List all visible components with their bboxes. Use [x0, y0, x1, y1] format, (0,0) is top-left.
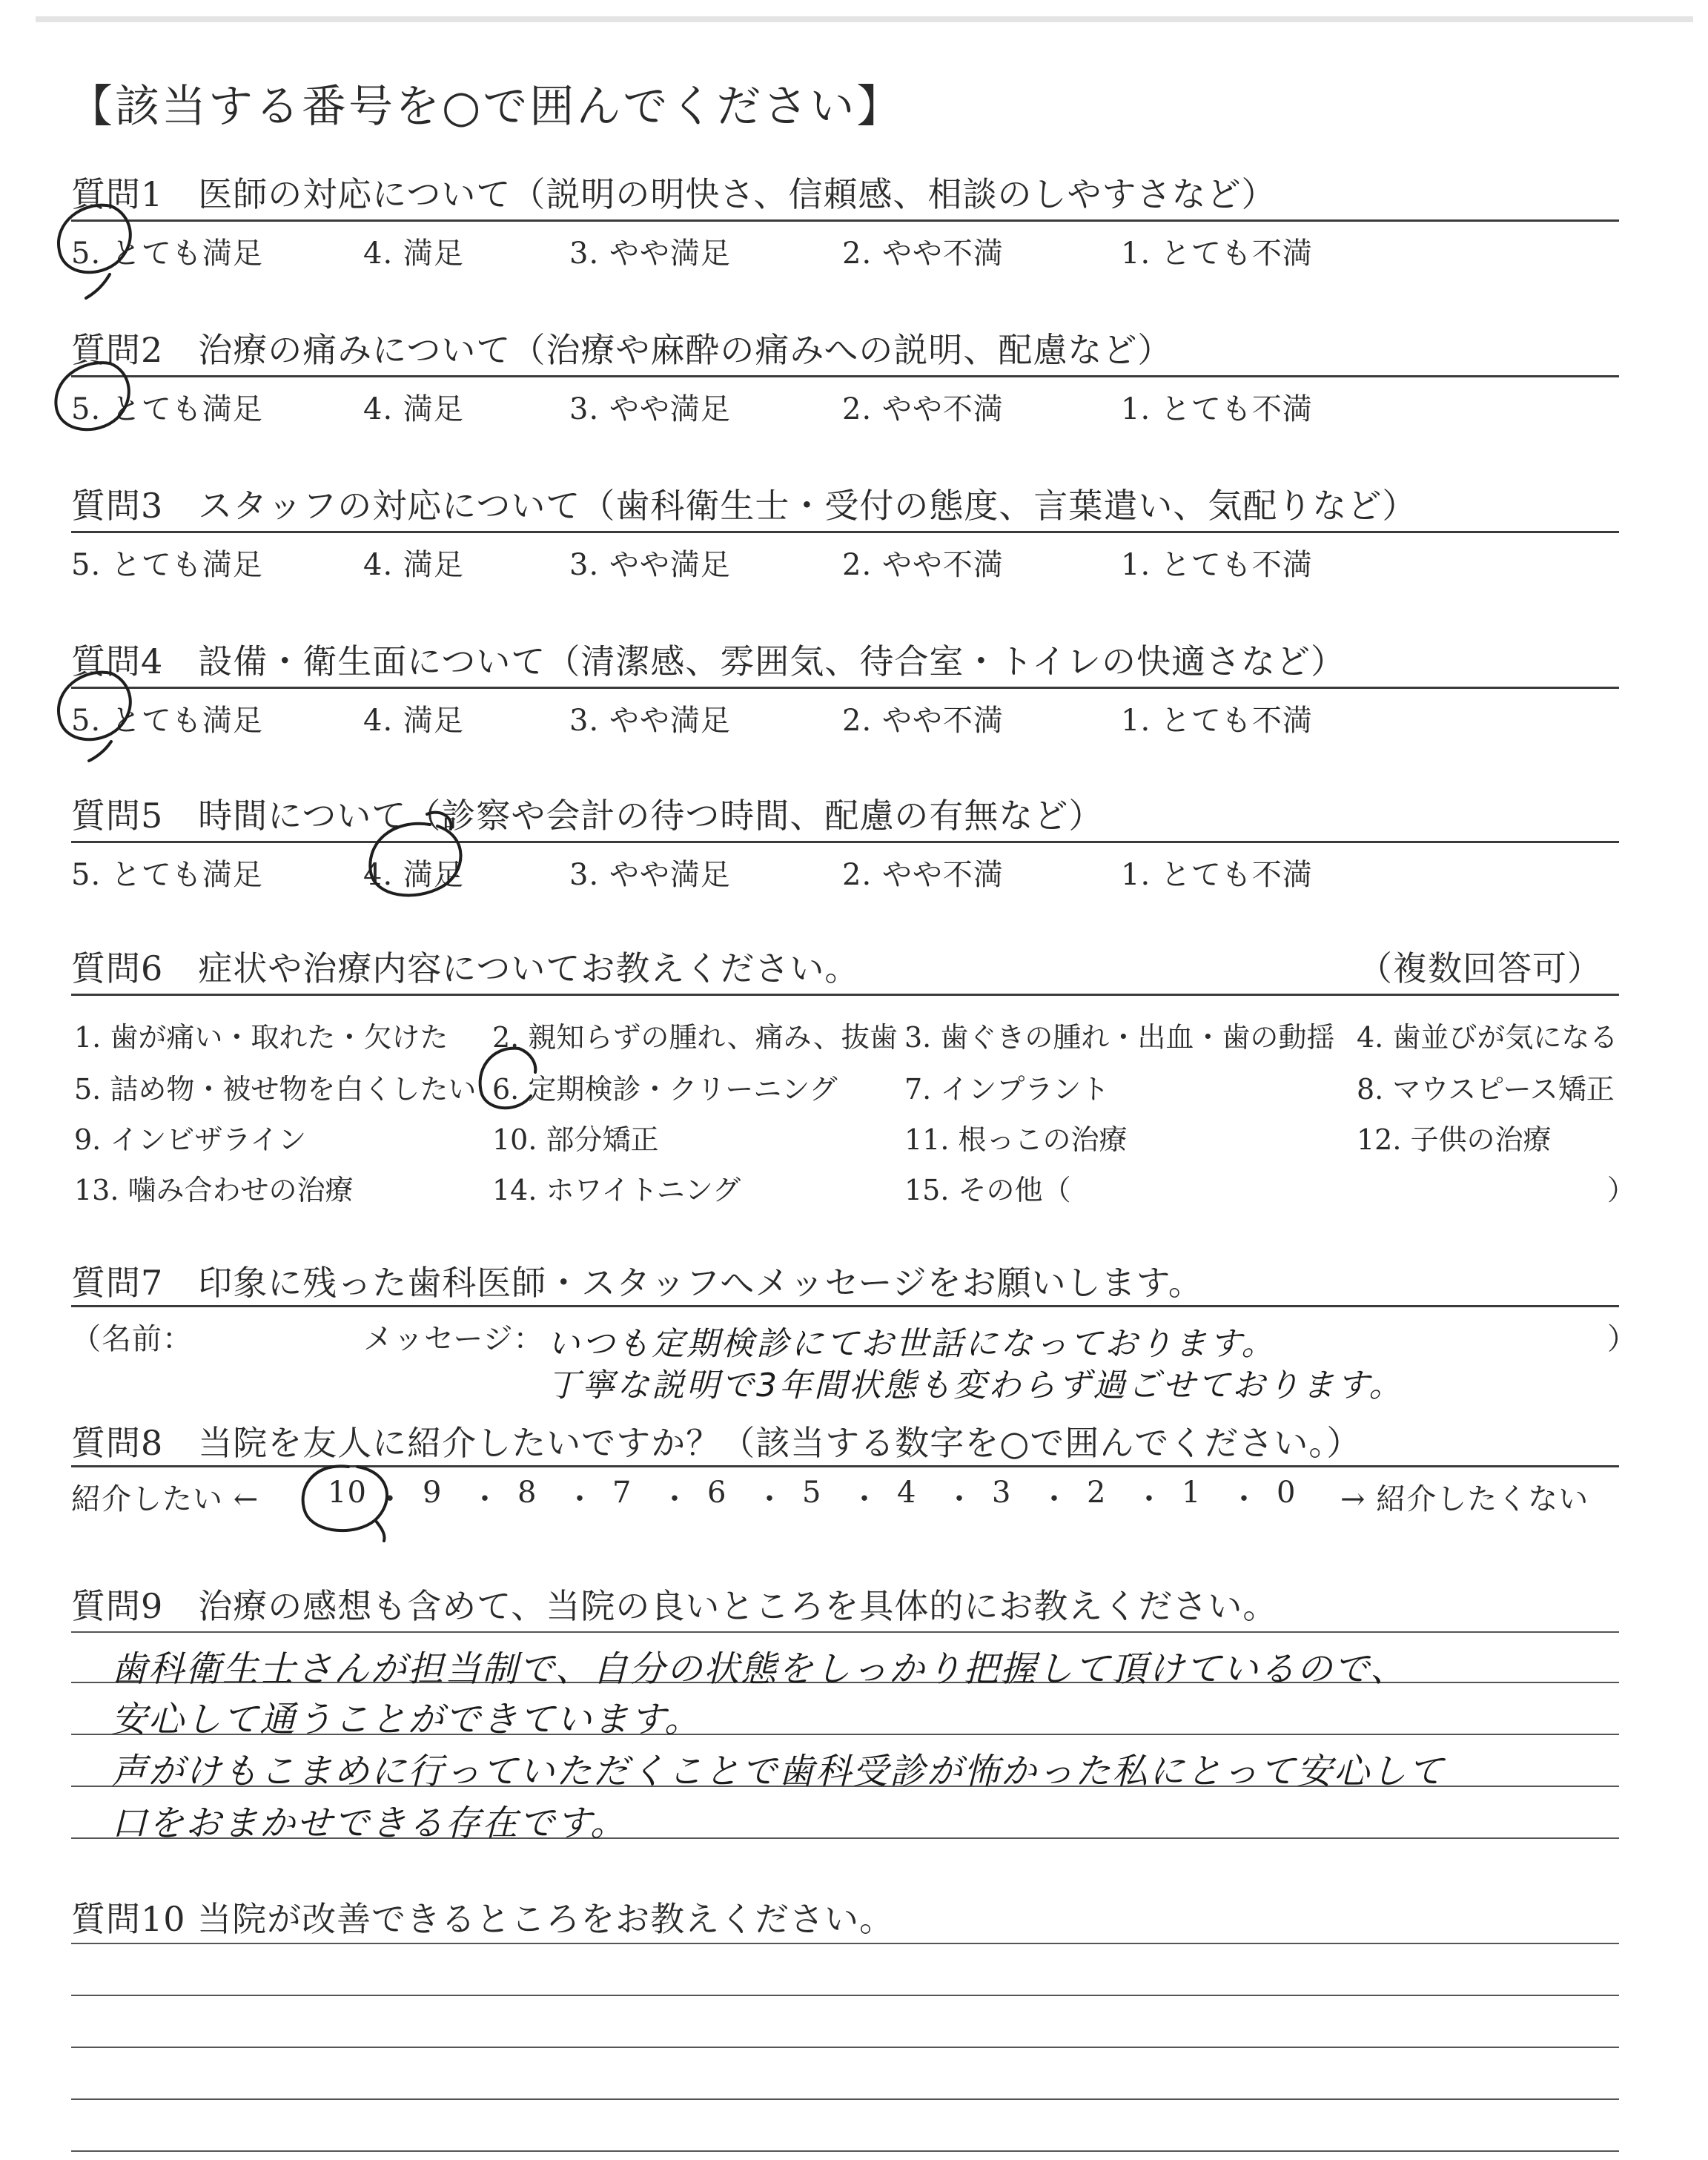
q8-scale-value-1[interactable]: 1 — [1182, 1476, 1202, 1510]
q1-option-1[interactable]: 1. とても不満 — [1121, 237, 1313, 271]
q6-other-close: ） — [1607, 1174, 1636, 1206]
q8-scale-value-5[interactable]: 5 — [802, 1476, 822, 1510]
q8-scale-separator: ・ — [944, 1482, 975, 1516]
q3-option-2[interactable]: 2. やや不満 — [842, 548, 1004, 582]
q8-rule — [71, 1465, 1619, 1467]
q3-rule — [71, 531, 1619, 533]
q3-option-1[interactable]: 1. とても不満 — [1121, 548, 1313, 582]
q9-answer-line-4: 口をおまかせできる存在です。 — [111, 1803, 628, 1844]
q8-left-label: 紹介したい ← — [71, 1482, 259, 1516]
q6-note: （複数回答可） — [1358, 948, 1602, 988]
q6-option-4[interactable]: 4. 歯並びが気になる — [1357, 1021, 1618, 1054]
q3-option-5[interactable]: 5. とても満足 — [71, 548, 263, 582]
q4-option-4[interactable]: 4. 満足 — [363, 704, 464, 738]
q8-title: 質問8 当院を友人に紹介したいですか？（該当する数字を○で囲んでください。） — [71, 1423, 1362, 1463]
q2-option-4[interactable]: 4. 満足 — [363, 392, 464, 426]
q8-scale-separator: ・ — [565, 1482, 595, 1516]
q6-option-11[interactable]: 11. 根っこの治療 — [904, 1123, 1128, 1156]
q9-line-0 — [71, 1631, 1619, 1633]
q8-scale-value-6[interactable]: 6 — [707, 1476, 727, 1510]
q2-option-5[interactable]: 5. とても満足 — [71, 392, 263, 426]
q9-answer-line-1: 歯科衛生士さんが担当制で、自分の状態をしっかり把握して頂けているので、 — [111, 1648, 1408, 1690]
q6-option-10[interactable]: 10. 部分矯正 — [492, 1123, 659, 1156]
q10-line-0 — [71, 1943, 1619, 1944]
q5-title: 質問5 時間について（診察や会計の待つ時間、配慮の有無など） — [71, 796, 1104, 836]
q8-scale-separator: ・ — [1134, 1482, 1165, 1516]
q7-message-line-1: いつも定期検診にてお世話になっております。 — [547, 1325, 1277, 1363]
q7-name-label: （名前： — [71, 1322, 193, 1356]
top-edge — [36, 16, 1693, 22]
q8-scale-value-4[interactable]: 4 — [897, 1476, 917, 1510]
q8-scale-separator: ・ — [1039, 1482, 1070, 1516]
q1-rule — [71, 219, 1619, 222]
q10-line-2 — [71, 2047, 1619, 2048]
q8-scale-value-9[interactable]: 9 — [423, 1476, 443, 1510]
q8-scale-separator: ・ — [1229, 1482, 1260, 1516]
q4-option-5[interactable]: 5. とても満足 — [71, 704, 263, 738]
q3-option-4[interactable]: 4. 満足 — [363, 548, 464, 582]
q9-title: 質問9 治療の感想も含めて、当院の良いところを具体的にお教えください。 — [71, 1586, 1278, 1626]
q7-message-label: メッセージ： — [363, 1322, 544, 1356]
q6-option-6[interactable]: 6. 定期検診・クリーニング — [492, 1073, 838, 1106]
q8-scale-value-7[interactable]: 7 — [612, 1476, 632, 1510]
q6-option-14[interactable]: 14. ホワイトニング — [492, 1174, 741, 1206]
q7-close: ） — [1607, 1322, 1638, 1356]
q8-scale-separator: ・ — [375, 1482, 406, 1516]
q10-line-3 — [71, 2098, 1619, 2100]
q1-option-5[interactable]: 5. とても満足 — [71, 237, 263, 271]
q6-option-12[interactable]: 12. 子供の治療 — [1357, 1123, 1552, 1156]
q6-option-8[interactable]: 8. マウスピース矯正 — [1357, 1073, 1615, 1106]
q6-option-5[interactable]: 5. 詰め物・被せ物を白くしたい — [74, 1073, 477, 1106]
q8-scale-value-10[interactable]: 10 — [328, 1476, 367, 1510]
q10-line-4 — [71, 2150, 1619, 2152]
q8-scale-separator: ・ — [850, 1482, 880, 1516]
q1-option-3[interactable]: 3. やや満足 — [569, 237, 731, 271]
q5-option-4[interactable]: 4. 満足 — [363, 858, 464, 892]
q6-option-2[interactable]: 2. 親知らずの腫れ、痛み、抜歯 — [492, 1021, 898, 1054]
q8-scale-value-8[interactable]: 8 — [517, 1476, 537, 1510]
q5-option-1[interactable]: 1. とても不満 — [1121, 858, 1313, 892]
q10-line-1 — [71, 1995, 1619, 1996]
q8-scale-value-0[interactable]: 0 — [1277, 1476, 1297, 1510]
q6-option-1[interactable]: 1. 歯が痛い・取れた・欠けた — [74, 1021, 448, 1054]
q4-rule — [71, 687, 1619, 689]
q5-option-3[interactable]: 3. やや満足 — [569, 858, 731, 892]
q6-option-9[interactable]: 9. インビザライン — [74, 1123, 307, 1156]
q7-title: 質問7 印象に残った歯科医師・スタッフへメッセージをお願いします。 — [71, 1263, 1203, 1303]
q8-scale-separator: ・ — [660, 1482, 690, 1516]
q8-scale-separator: ・ — [755, 1482, 785, 1516]
q5-rule — [71, 841, 1619, 843]
q6-title: 質問6 症状や治療内容についてお教えください。 — [71, 948, 860, 988]
q4-option-3[interactable]: 3. やや満足 — [569, 704, 731, 738]
q8-scale-value-3[interactable]: 3 — [992, 1476, 1012, 1510]
q7-message-line-2: 丁寧な説明で3年間状態も変わらず過ごせております。 — [547, 1367, 1404, 1404]
q6-option-15[interactable]: 15. その他（ — [904, 1174, 1071, 1206]
page-heading: 【該当する番号を○で囲んでください】 — [68, 81, 904, 133]
q4-option-1[interactable]: 1. とても不満 — [1121, 704, 1313, 738]
q6-rule — [71, 994, 1619, 996]
q2-title: 質問2 治療の痛みについて（治療や麻酔の痛みへの説明、配慮など） — [71, 330, 1173, 370]
q3-option-3[interactable]: 3. やや満足 — [569, 548, 731, 582]
q2-option-3[interactable]: 3. やや満足 — [569, 392, 731, 426]
q1-option-2[interactable]: 2. やや不満 — [842, 237, 1004, 271]
q1-option-4[interactable]: 4. 満足 — [363, 237, 464, 271]
q8-right-label: → 紹介したくない — [1340, 1482, 1589, 1516]
q5-option-5[interactable]: 5. とても満足 — [71, 858, 263, 892]
q4-option-2[interactable]: 2. やや不満 — [842, 704, 1004, 738]
q5-option-2[interactable]: 2. やや不満 — [842, 858, 1004, 892]
q3-title: 質問3 スタッフの対応について（歯科衛生士・受付の態度、言葉遣い、気配りなど） — [71, 486, 1417, 526]
q6-option-13[interactable]: 13. 噛み合わせの治療 — [74, 1174, 354, 1206]
q8-scale-separator: ・ — [470, 1482, 500, 1516]
q4-title: 質問4 設備・衛生面について（清潔感、雰囲気、待合室・トイレの快適さなど） — [71, 641, 1346, 681]
q2-rule — [71, 375, 1619, 377]
q6-option-3[interactable]: 3. 歯ぐきの腫れ・出血・歯の動揺 — [904, 1021, 1335, 1054]
q2-option-1[interactable]: 1. とても不満 — [1121, 392, 1313, 426]
q1-title: 質問1 医師の対応について（説明の明快さ、信頼感、相談のしやすさなど） — [71, 174, 1277, 214]
q7-rule — [71, 1305, 1619, 1307]
q2-option-2[interactable]: 2. やや不満 — [842, 392, 1004, 426]
q6-option-7[interactable]: 7. インプラント — [904, 1073, 1110, 1106]
q10-title: 質問10 当院が改善できるところをお教えください。 — [71, 1899, 895, 1939]
q9-answer-line-2: 安心して通うことができています。 — [111, 1699, 702, 1740]
q8-scale-value-2[interactable]: 2 — [1087, 1476, 1107, 1510]
q9-answer-line-3: 声がけもこまめに行っていただくことで歯科受診が怖かった私にとって安心して — [111, 1751, 1446, 1792]
